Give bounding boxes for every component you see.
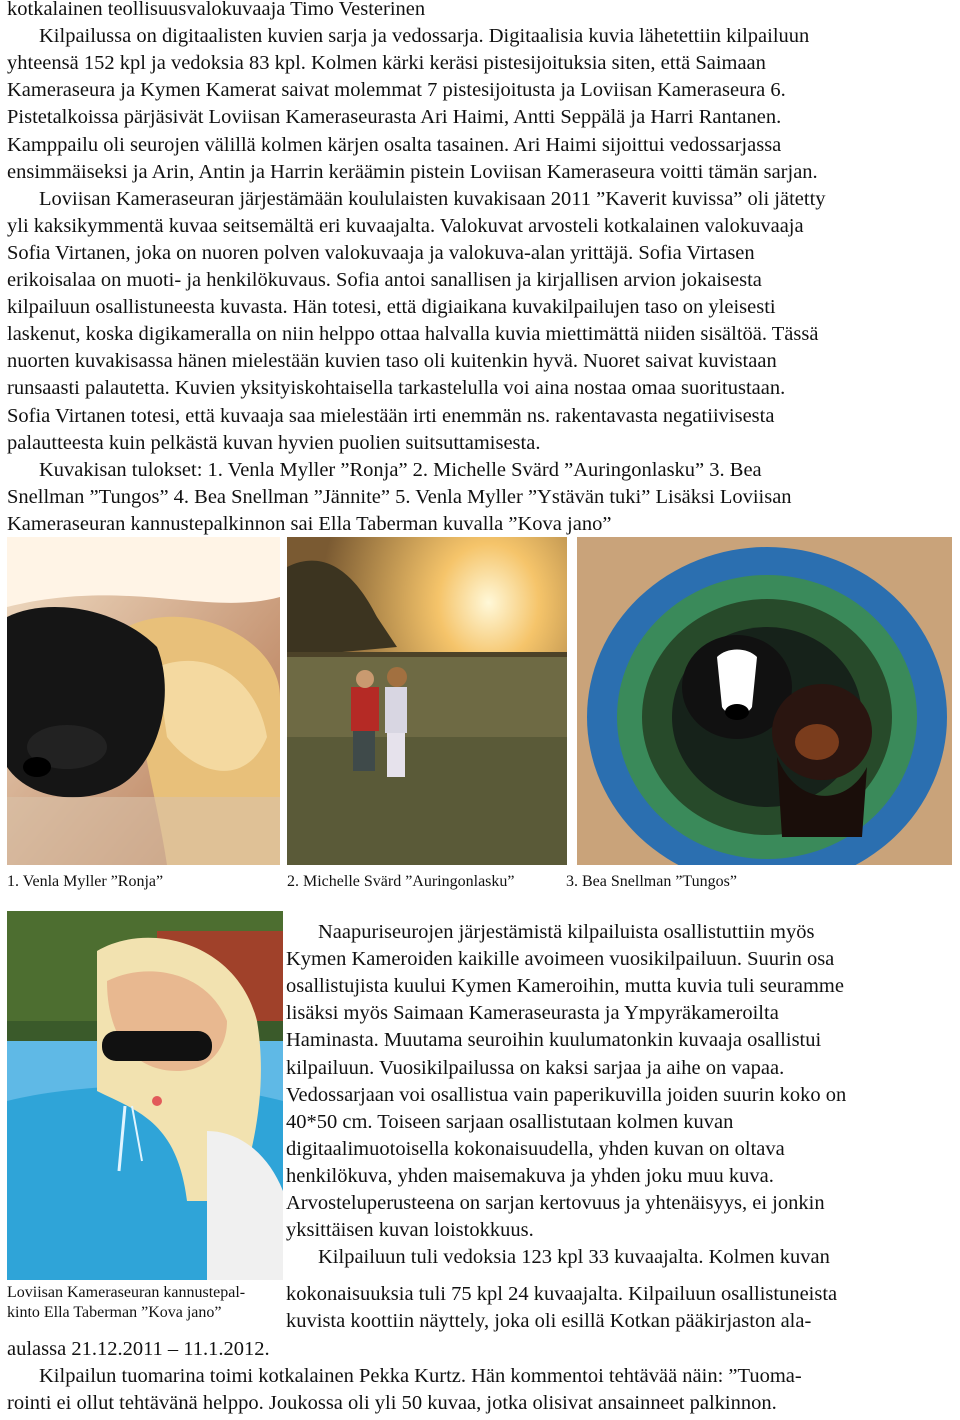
top-line: Kameraseura ja Kymen Kamerat saivat molemmat 7 pistesijoitusta ja Loviisan Kameraseura 6. [7,79,786,102]
top-line: laskenut, koska digikameralla on niin helppo ottaa halvalla kuvia miettimättä niiden sisältöä. Tässä [7,323,819,346]
wrap-line: kuvista koottiin näyttely, joka oli esillä Kotkan pääkirjaston ala- [286,1310,812,1333]
bottom-line: Kilpailun tuomarina toimi kotkalainen Pekka Kurtz. Hän kommentoi tehtävää näin: ”Tuoma- [39,1365,802,1388]
photo-kova-jano [7,911,283,1280]
top-line: Kameraseuran kannustepalkinnon sai Ella Taberman kuvalla ”Kova jano” [7,512,612,535]
top-line: Sofia Virtanen, joka on nuoren polven valokuvaaja ja valokuva-alan yrittäjä. Sofia Virtasen [7,241,755,264]
photo-auringonlasku-image [287,537,567,865]
wrap-line: kilpailuun. Vuosikilpailussa on kaksi sarjaa ja aihe on vapaa. [286,1056,785,1079]
photo-ronja-image [7,537,280,865]
photo-tungos [577,537,952,865]
wrap-line: osallistujista kuului Kymen Kameroihin, mutta kuvia tuli seuramme [286,975,844,998]
top-line: Sofia Virtanen totesi, että kuvaaja saa mielestään irti enemmän ns. rakentavasta negatiivisesta [7,404,775,427]
top-line: Kamppailu oli seurojen välillä kolmen kärjen osalta tasainen. Ari Haimi sijoittui vedossarjassa [7,133,782,156]
top-line: kilpailuun osallistuneesta kuvasta. Hän totesi, että digiaikana kuvakilpailujen taso on yleisesti [7,296,776,319]
wrap-line: kokonaisuuksia tuli 75 kpl 24 kuvaajalta. Kilpailuun osallistuneista [286,1283,838,1306]
top-line: Snellman ”Tungos” 4. Bea Snellman ”Jännite” 5. Venla Myller ”Ystävän tuki” Lisäksi Loviisan [7,485,792,508]
bottom-line: aulassa 21.12.2011 – 11.1.2012. [7,1338,270,1360]
caption-photo-3: 3. Bea Snellman ”Tungos” [566,873,737,890]
caption-photo-4-line-1: Loviisan Kameraseuran kannustepal- [7,1284,246,1301]
top-line: runsaasti palautetta. Kuvien yksityiskohtaisella tarkastelulla voi aina nostaa omaa suoritustaan. [7,377,786,400]
top-line: erikoisalaa on muoti- ja henkilökuvaus. Sofia antoi sanallisen ja kirjallisen arvion jokaisesta [7,269,762,291]
top-line: Kilpailussa on digitaalisten kuvien sarja ja vedossarja. Digitaalisia kuvia lähetettiin kilpailuun [39,25,810,48]
top-line: Loviisan Kameraseuran järjestämään koululaisten kuvakisaan 2011 ”Kaverit kuvissa” oli jätetty [39,187,826,210]
caption-photo-4-line-2: kinto Ella Taberman ”Kova jano” [7,1304,222,1321]
photo-ronja [7,537,280,865]
caption-photo-1: 1. Venla Myller ”Ronja” [7,873,164,890]
top-line: Kuvakisan tulokset: 1. Venla Myller ”Ronja” 2. Michelle Svärd ”Auringonlasku” 3. Bea [39,458,762,481]
wrap-line: lisäksi myös Saimaan Kameraseurasta ja Ympyräkameroilta [286,1002,779,1025]
top-line: ensimmäiseksi ja Arin, Antin ja Harrin keräämin pistein Loviisan Kameraseura voitti tämän sarjan. [7,160,818,183]
wrap-line: digitaalimuotoisella kokonaisuudella, yhden kuvan on oltava [286,1137,785,1160]
top-line: palautteesta kuin pelkästä kuvan hyvien puolien suitsuttamisesta. [7,431,541,454]
caption-photo-2: 2. Michelle Svärd ”Auringonlasku” [287,873,515,890]
wrap-line: Kilpailuun tuli vedoksia 123 kpl 33 kuvaajalta. Kolmen kuvan [318,1246,830,1269]
wrap-line: Vedossarjaan voi osallistua vain paperikuvilla joiden suurin koko on [286,1083,847,1106]
wrap-line: Kymen Kameroiden kaikille avoimeen vuosikilpailuun. Suurin osa [286,948,835,971]
bottom-line: rointi ei ollut tehtävänä helppo. Joukossa oli yli 50 kuvaa, jotka olisivat ansainneet palkinnon. [7,1392,777,1415]
top-line: yli kaksikymmentä kuvaa seitsemältä eri kuvaajalta. Valokuvat arvosteli kotkalainen valokuvaaja [7,214,804,237]
photo-auringonlasku [287,537,567,865]
wrap-line: Naapuriseurojen järjestämistä kilpailuista osallistuttiin myös [318,921,815,943]
wrap-line: Haminasta. Muutama seuroihin kuulumatonkin kuvaaja osallistui [286,1029,822,1052]
top-line: yhteensä 152 kpl ja vedoksia 83 kpl. Kolmen kärki keräsi pistesijoituksia siten, että Saimaan [7,52,766,75]
wrap-line: henkilökuva, yhden maisemakuva ja yhden joku muu kuva. [286,1164,774,1187]
photo-tungos-image [577,537,952,865]
wrap-line: 40*50 cm. Toiseen sarjaan osallistutaan kolmen kuvan [286,1110,734,1133]
wrap-line: Arvosteluperusteena on sarjan kertovuus ja yhtenäisyys, ei jonkin [286,1192,825,1214]
top-line: Pistetalkoissa pärjäsivät Loviisan Kameraseurasta Ari Haimi, Antti Seppälä ja Harri Rantanen. [7,106,782,129]
top-line: nuorten kuvakisassa hänen mielestään kuvien taso oli kuitenkin hyvä. Nuoret saivat kuvistaan [7,350,777,373]
wrap-line: yksittäisen kuvan loistokkuus. [286,1219,534,1242]
top-line: kotkalainen teollisuusvalokuvaaja Timo Vesterinen [7,0,426,20]
photo-kova-jano-image [7,911,283,1280]
